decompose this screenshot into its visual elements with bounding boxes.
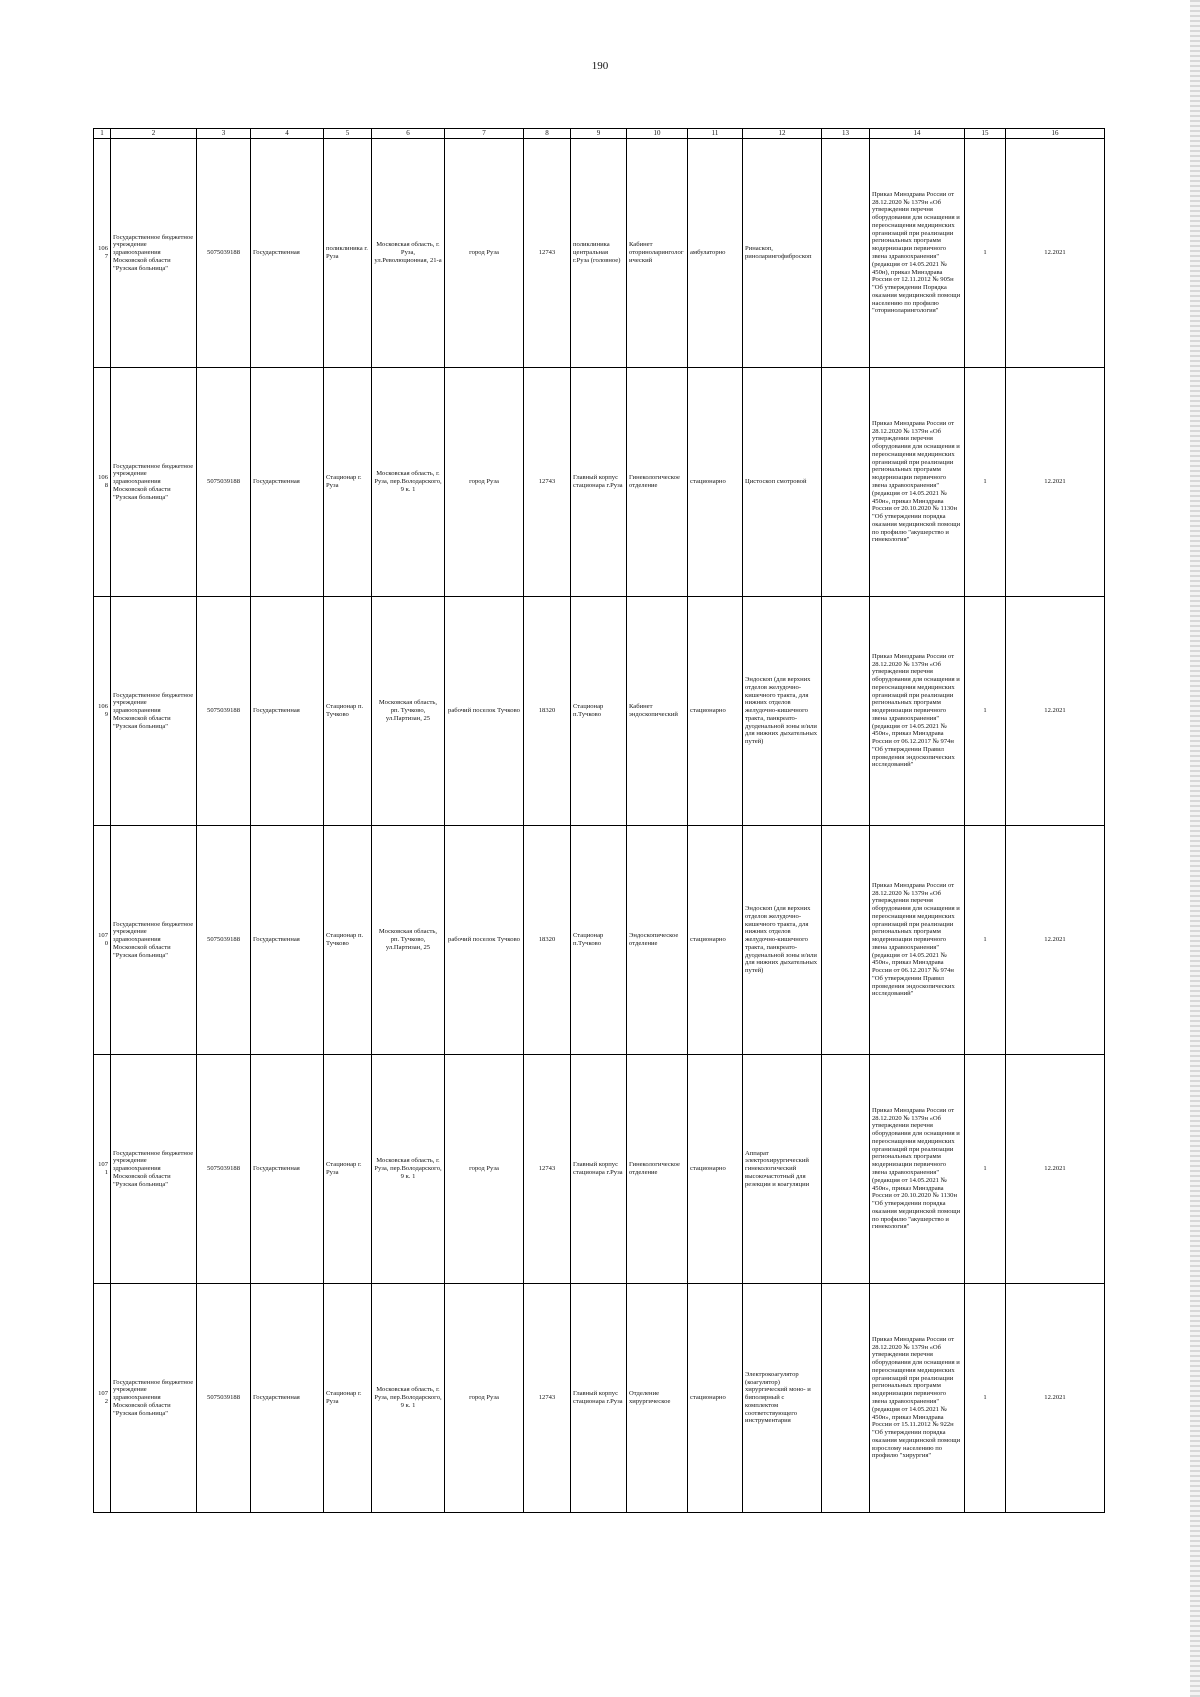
quantity-cell: 1 [965,826,1006,1055]
population-cell: 18320 [524,597,571,826]
empty-cell [822,139,870,368]
structural-unit: Стационар г. Руза [324,1284,372,1513]
column-number: 2 [111,129,197,139]
column-number: 6 [372,129,445,139]
date-cell: 12.2021 [1006,826,1105,1055]
organization-name: Государственное бюджетное учреждение здравоохранения Московской области "Рузская больница" [111,1284,197,1513]
building-cell: поликлиника центральная г.Руза (головное) [571,139,627,368]
page-number: 190 [591,60,609,72]
structural-unit: Стационар п. Тучково [324,597,372,826]
inn-value: 5075039188 [197,139,251,368]
quantity-cell: 1 [965,1055,1006,1284]
equipment-cell: Цистоскоп смотровой [743,368,822,597]
ownership-form: Государственная [251,597,324,826]
column-number: 9 [571,129,627,139]
column-number: 3 [197,129,251,139]
column-number: 1 [94,129,111,139]
structural-unit: Стационар г. Руза [324,1055,372,1284]
address-cell: Московская область, рп. Тучково, ул.Партизан, 25 [372,597,445,826]
building-cell: Главный корпус стационара г.Руза [571,1284,627,1513]
row-number: 1071 [94,1055,111,1284]
quantity-cell: 1 [965,1284,1006,1513]
building-cell: Главный корпус стационара г.Руза [571,368,627,597]
equipment-cell: Аппарат электрохирургический гинекологический высокочастотный для резекции и коагуляции [743,1055,822,1284]
regulatory-order: Приказ Минздрава России от 28.12.2020 № 1379н «Об утверждении перечня оборудования для оснащения и переоснащения медицинских организаций при реализации региональных программ модернизации первичного звена здравоохранения"(редакция от 14.05.2021 № 450н), приказ Минздрава России от 12.11.2012 № 905н "Об утверждении Порядка оказания медицинской помощи населению по профилю "оториноларингология" [870,139,965,368]
population-cell: 12743 [524,368,571,597]
address-cell: Московская область, г. Руза, пер.Володарского, 9 к. 1 [372,1055,445,1284]
equipment-cell: Эндоскоп (для верхних отделов желудочно-кишечного тракта, для нижних отделов желудочно-кишечного тракта, панкреато-дуоденальной зоны и/или для нижних дыхательных путей) [743,597,822,826]
column-number: 8 [524,129,571,139]
empty-cell [822,597,870,826]
table-row [94,368,1105,597]
care-type-cell: стационарно [688,597,743,826]
ownership-form: Государственная [251,368,324,597]
address-cell: Московская область, рп. Тучково, ул.Партизан, 25 [372,826,445,1055]
department-cell: Гинекологическое отделение [627,1055,688,1284]
table-row [94,826,1105,1055]
population-cell: 12743 [524,1055,571,1284]
regulatory-order: Приказ Минздрава России от 28.12.2020 № 1379н «Об утверждении перечня оборудования для оснащения и переоснащения медицинских организаций при реализации региональных программ модернизации первичного звена здравоохранения"(редакция от 14.05.2021 № 450н», приказ Минздрава России от 06.12.2017 № 974н "Об утверждении Правил проведения эндоскопических исследований" [870,826,965,1055]
organization-name: Государственное бюджетное учреждение здравоохранения Московской области "Рузская больница" [111,1055,197,1284]
row-number: 1067 [94,139,111,368]
population-cell: 18320 [524,826,571,1055]
empty-cell [822,1055,870,1284]
date-cell: 12.2021 [1006,139,1105,368]
building-cell: Стационар п.Тучково [571,826,627,1055]
population-cell: 12743 [524,139,571,368]
care-type-cell: амбулаторно [688,139,743,368]
row-number: 1070 [94,826,111,1055]
address-cell: Московская область, г. Руза, ул.Революционная, 21-а [372,139,445,368]
locality-cell: город Руза [445,368,524,597]
table-row [94,1055,1105,1284]
address-cell: Московская область, г. Руза, пер.Володарского, 9 к. 1 [372,368,445,597]
structural-unit: Стационар г. Руза [324,368,372,597]
column-number: 13 [822,129,870,139]
column-number: 11 [688,129,743,139]
structural-unit: Стационар п. Тучково [324,826,372,1055]
table-row [94,597,1105,826]
locality-cell: рабочий поселок Тучково [445,597,524,826]
department-cell: Эндоскопическое отделение [627,826,688,1055]
structural-unit: поликлиника г. Руза [324,139,372,368]
ownership-form: Государственная [251,1284,324,1513]
date-cell: 12.2021 [1006,1284,1105,1513]
address-cell: Московская область, г. Руза, пер.Володарского, 9 к. 1 [372,1284,445,1513]
row-number: 1072 [94,1284,111,1513]
care-type-cell: стационарно [688,1284,743,1513]
quantity-cell: 1 [965,597,1006,826]
locality-cell: рабочий поселок Тучково [445,826,524,1055]
department-cell: Гинекологическое отделение [627,368,688,597]
ownership-form: Государственная [251,826,324,1055]
scan-edge-decoration [1190,0,1200,1697]
column-number: 14 [870,129,965,139]
organization-name: Государственное бюджетное учреждение здравоохранения Московской области "Рузская больница" [111,368,197,597]
quantity-cell: 1 [965,368,1006,597]
population-cell: 12743 [524,1284,571,1513]
row-number: 1069 [94,597,111,826]
quantity-cell: 1 [965,139,1006,368]
equipment-cell: Эндоскоп (для верхних отделов желудочно-кишечного тракта, для нижних отделов желудочно-кишечного тракта, панкреато-дуоденальной зоны и/или для нижних дыхательных путей) [743,826,822,1055]
care-type-cell: стационарно [688,1055,743,1284]
column-number-row [94,129,1105,139]
column-number: 15 [965,129,1006,139]
column-number: 4 [251,129,324,139]
ownership-form: Государственная [251,1055,324,1284]
date-cell: 12.2021 [1006,368,1105,597]
table-row [94,1284,1105,1513]
inn-value: 5075039188 [197,1055,251,1284]
column-number: 16 [1006,129,1105,139]
inn-value: 5075039188 [197,826,251,1055]
row-number: 1068 [94,368,111,597]
equipment-cell: Ринаскоп, риноларингофиброскоп [743,139,822,368]
care-type-cell: стационарно [688,368,743,597]
inn-value: 5075039188 [197,1284,251,1513]
locality-cell: город Руза [445,139,524,368]
regulatory-order: Приказ Минздрава России от 28.12.2020 № 1379н «Об утверждении перечня оборудования для оснащения и переоснащения медицинских организаций при реализации региональных программ модернизации первичного звена здравоохранения"(редакция от 14.05.2021 № 450н», приказ Минздрава России от 20.10.2020 № 1130н "Об утверждении порядка оказания медицинской помощи по профилю "акушерство и гинекология" [870,1055,965,1284]
organization-name: Государственное бюджетное учреждение здравоохранения Московской области "Рузская больница" [111,597,197,826]
building-cell: Главный корпус стационара г.Руза [571,1055,627,1284]
empty-cell [822,826,870,1055]
date-cell: 12.2021 [1006,1055,1105,1284]
equipment-cell: Электрокоагулятор (коагулятор) хирургический моно- и биполярный с комплектом соответствующего инструментария [743,1284,822,1513]
inn-value: 5075039188 [197,597,251,826]
care-type-cell: стационарно [688,826,743,1055]
date-cell: 12.2021 [1006,597,1105,826]
locality-cell: город Руза [445,1284,524,1513]
department-cell: Кабинет эндоскопический [627,597,688,826]
locality-cell: город Руза [445,1055,524,1284]
column-number: 12 [743,129,822,139]
regulatory-order: Приказ Минздрава России от 28.12.2020 № 1379н «Об утверждении перечня оборудования для оснащения и переоснащения медицинских организаций при реализации региональных программ модернизации первичного звена здравоохранения"(редакция от 14.05.2021 № 450н», приказ Минздрава России от 15.11.2012 № 922н "Об утверждении порядка оказания медицинской помощи взрослому населению по профилю "хирургия" [870,1284,965,1513]
organization-name: Государственное бюджетное учреждение здравоохранения Московской области "Рузская больница" [111,826,197,1055]
department-cell: Отделение хирургическое [627,1284,688,1513]
column-number: 7 [445,129,524,139]
regulatory-order: Приказ Минздрава России от 28.12.2020 № 1379н «Об утверждении перечня оборудования для оснащения и переоснащения медицинских организаций при реализации региональных программ модернизации первичного звена здравоохранения"(редакция от 14.05.2021 № 450н», приказ Минздрава России от 06.12.2017 № 974н "Об утверждении Правил проведения эндоскопических исследований" [870,597,965,826]
department-cell: Кабинет оториноларингологический [627,139,688,368]
column-number: 5 [324,129,372,139]
ownership-form: Государственная [251,139,324,368]
organization-name: Государственное бюджетное учреждение здравоохранения Московской области "Рузская больница" [111,139,197,368]
regulatory-order: Приказ Минздрава России от 28.12.2020 № 1379н «Об утверждении перечня оборудования для оснащения и переоснащения медицинских организаций при реализации региональных программ модернизации первичного звена здравоохранения"(редакция от 14.05.2021 № 450н», приказ Минздрава России от 20.10.2020 № 1130н "Об утверждении порядка оказания медицинской помощи по профилю "акушерство и гинекология" [870,368,965,597]
building-cell: Стационар п.Тучково [571,597,627,826]
inn-value: 5075039188 [197,368,251,597]
empty-cell [822,368,870,597]
register-table [93,128,1105,1513]
column-number: 10 [627,129,688,139]
table-row [94,139,1105,368]
empty-cell [822,1284,870,1513]
